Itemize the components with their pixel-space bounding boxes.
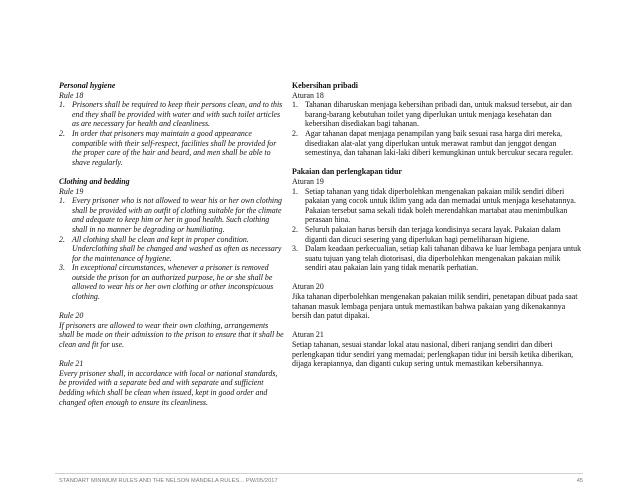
list-item	[292, 187, 582, 225]
item-number: 1.	[59, 196, 65, 206]
list-item	[292, 100, 582, 129]
item-text: In order that prisoners may maintain a good appearance compatible with their self-respect, facilities shall be provided for the proper care of the hair and beard, and men shall be able to shave regularly.	[72, 128, 277, 167]
section-aturan-21	[292, 330, 582, 368]
english-column	[59, 81, 284, 407]
item-text: Prisoners shall be required to keep their persons clean, and to this end they shall be provided with water and with such toilet articles as are necessary for health and cleanliness.	[72, 100, 283, 129]
item-text: All clothing shall be clean and kept in proper condition. Underclothing shall be changed and washed as often as necessary for the maintenance of hygiene.	[72, 234, 282, 263]
page-number: 45	[576, 478, 583, 484]
item-number: 2.	[59, 128, 65, 138]
item-text: Dalam keadaan perkecualian, setiap kali tahanan dibawa ke luar lembaga penjara untuk suatu tujuan yang telah diotorisasi, dia diperbolehkan mengenakan pakaian milik sendiri atau pakaian lain yang tidak menarik perhatian.	[305, 244, 582, 273]
item-number: 2.	[292, 224, 298, 234]
section-kebersihan-pribadi	[292, 81, 582, 158]
rule-heading: Aturan 21	[292, 330, 324, 340]
rule-paragraph: Jika tahanan diperbolehkan mengenakan pakaian milik sendiri, penetapan dibuat pada saat tahanan masuk lembaga penjara untuk memastikan bahwa pakaian yang dikenakannya bersih dan patut dipakai.	[292, 292, 578, 321]
rule-heading: Aturan 20	[292, 282, 324, 292]
rule-heading: Rule 18	[59, 90, 84, 100]
section-pakaian	[292, 167, 582, 273]
rule-paragraph: If prisoners are allowed to wear their own clothing, arrangements shall be made on their admission to the prison to ensure that it shall be clean and fit for use.	[59, 320, 284, 350]
item-number: 2.	[292, 128, 298, 138]
list-item	[59, 235, 284, 264]
rule-items	[59, 196, 284, 302]
rule-heading: Rule 19	[59, 186, 84, 196]
rule-heading: Aturan 18	[292, 90, 324, 100]
rule-items	[292, 100, 582, 158]
list-item	[292, 129, 582, 158]
section-title: Clothing and bedding	[59, 176, 130, 186]
rule-paragraph: Every prisoner shall, in accordance with local or national standards, be provided with a separate bed and with separate and sufficient bedding which shall be clean when issued, kept in good order and changed often enough to ensure its cleanliness.	[59, 368, 278, 407]
rule-heading: Rule 21	[59, 359, 84, 369]
item-text: In exceptional circumstances, whenever a prisoner is removed outside the prison for an authorized purpose, he or she shall be allowed to wear his or her own clothing or other inconspicuous clothing.	[72, 263, 274, 302]
item-number: 3.	[59, 263, 65, 273]
list-item	[59, 196, 284, 234]
list-item	[59, 100, 284, 129]
section-aturan-20	[292, 282, 582, 320]
section-rule-20	[59, 311, 284, 349]
item-number: 1.	[292, 100, 298, 110]
item-number: 1.	[59, 100, 65, 110]
rule-heading: Rule 20	[59, 311, 84, 321]
item-text: Agar tahanan dapat menjaga penampilan yang baik sesuai rasa harga diri mereka, disediakan alat-alat yang diperlukan untuk merawat rambut dan jenggot dengan semestinya, dan tahanan laki-laki diberi kemungkinan untuk bercukur secara reguler.	[305, 128, 573, 158]
item-text: Setiap tahanan yang tidak diperbolehkan mengenakan pakaian milik sendiri diberi pakaian yang cocok untuk iklim yang ada dan memadai untuk menjaga kesehatannya. Pakaian tersebut sama sekali tidak boleh merendahkan martabat atau menimbulkan perasaan hina.	[305, 186, 576, 225]
item-number: 2.	[59, 234, 65, 244]
list-item	[292, 244, 582, 273]
section-title: Pakaian dan perlengkapan tidur	[292, 167, 402, 177]
item-text: Tahanan diharuskan menjaga kebersihan pribadi dan, untuk maksud tersebut, air dan barang-barang kebutuhan toilet yang diperlukan untuk menjaga kesehatan dan kebersihan disediakan bagi tahanan.	[305, 100, 572, 129]
rule-items	[292, 187, 582, 273]
list-item	[292, 225, 582, 244]
item-text: Every prisoner who is not allowed to wear his or her own clothing shall be provided with an outfit of clothing suitable for the climate and adequate to keep him or her in good health. Such clothing shall in no manner be degrading or humiliating.	[72, 196, 282, 234]
section-personal-hygiene	[59, 81, 284, 167]
item-text: Seluruh pakaian harus bersih dan terjaga kondisinya secara layak. Pakaian dalam diganti dan dicuci sesering yang diperlukan bagi pemeliharaan higiene.	[305, 224, 561, 244]
rule-paragraph: Setiap tahanan, sesuai standar lokal atau nasional, diberi ranjang sendiri dan diberi perlengkapan tidur sendiri yang memadai; perlengkapan tidur ini bersih ketika diberikan, dijaga kerapiannya, dan diganti cukup sering untuk memastikan kebersihannya.	[292, 340, 574, 369]
section-clothing-bedding	[59, 177, 284, 302]
footer-text: STANDART MINIMUM RULES AND THE NELSON MANDELA RULES... PW/05/2017	[59, 478, 278, 484]
list-item	[59, 263, 284, 301]
rule-items	[59, 100, 284, 167]
item-number: 1.	[292, 186, 298, 196]
section-title: Personal hygiene	[59, 81, 116, 90]
section-title: Kebersihan pribadi	[292, 81, 358, 90]
section-rule-21	[59, 359, 284, 407]
rule-heading: Aturan 19	[292, 176, 324, 186]
page-footer	[55, 473, 583, 488]
list-item	[59, 129, 284, 167]
indonesian-column	[292, 81, 582, 369]
item-number: 3.	[292, 244, 298, 254]
